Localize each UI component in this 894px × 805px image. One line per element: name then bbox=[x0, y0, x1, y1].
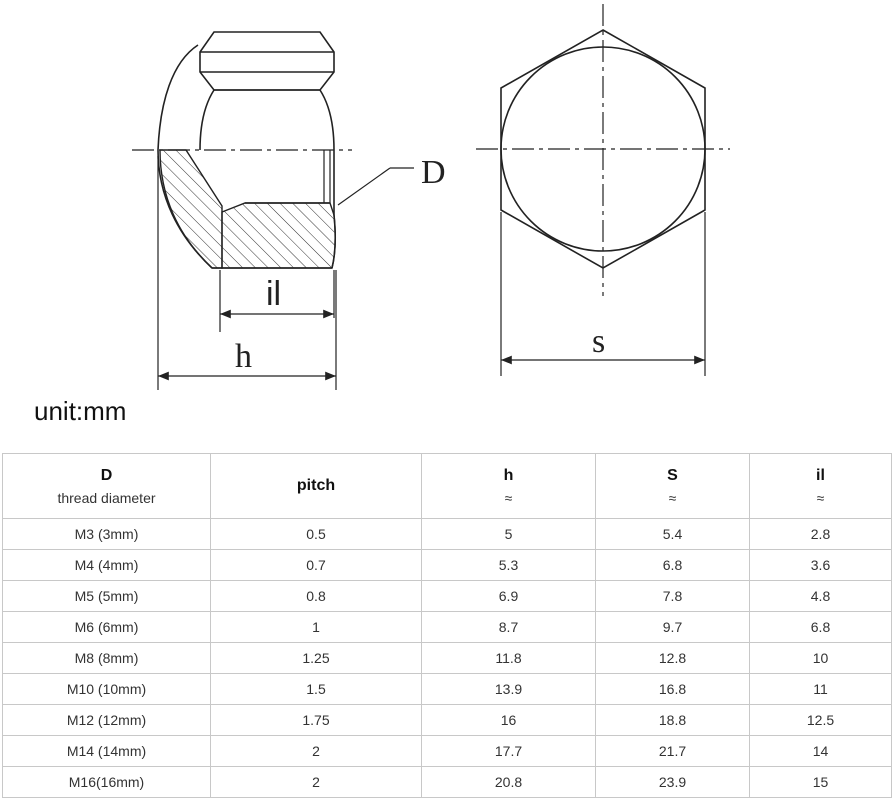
header-pitch bbox=[211, 454, 422, 519]
cell-s: 23.9 bbox=[596, 767, 750, 798]
header-s bbox=[596, 454, 750, 519]
header-d-title: D bbox=[100, 466, 113, 484]
section-hatching bbox=[160, 150, 335, 268]
header-pitch-title: pitch bbox=[296, 477, 336, 494]
cell-il: 12.5 bbox=[750, 705, 892, 736]
table-row bbox=[3, 674, 892, 705]
cell-h: 17.7 bbox=[422, 736, 596, 767]
table-row bbox=[3, 612, 892, 643]
cap-nut-technical-drawing bbox=[0, 0, 894, 400]
header-h-title: h bbox=[503, 466, 514, 484]
cell-il: 4.8 bbox=[750, 581, 892, 612]
hex-centerlines bbox=[476, 4, 730, 296]
cell-pitch: 2 bbox=[211, 767, 422, 798]
table-header bbox=[3, 454, 892, 519]
cell-h: 16 bbox=[422, 705, 596, 736]
cell-pitch: 0.5 bbox=[211, 519, 422, 550]
cell-s: 21.7 bbox=[596, 736, 750, 767]
table-row bbox=[3, 581, 892, 612]
width-label: s bbox=[592, 323, 606, 360]
cell-s: 7.8 bbox=[596, 581, 750, 612]
cell-h: 5.3 bbox=[422, 550, 596, 581]
cell-d: M8 (8mm) bbox=[3, 643, 211, 674]
table-row bbox=[3, 643, 892, 674]
header-h bbox=[422, 454, 596, 519]
cell-d: M14 (14mm) bbox=[3, 736, 211, 767]
cell-h: 8.7 bbox=[422, 612, 596, 643]
cell-il: 6.8 bbox=[750, 612, 892, 643]
thread-leader bbox=[338, 168, 414, 205]
header-s-approx: ≈ bbox=[668, 489, 677, 506]
cell-il: 3.6 bbox=[750, 550, 892, 581]
cell-pitch: 0.8 bbox=[211, 581, 422, 612]
cell-pitch: 1.25 bbox=[211, 643, 422, 674]
cell-pitch: 1.5 bbox=[211, 674, 422, 705]
cell-h: 13.9 bbox=[422, 674, 596, 705]
header-d bbox=[3, 454, 211, 519]
height-label: h bbox=[235, 338, 252, 375]
cell-pitch: 1 bbox=[211, 612, 422, 643]
header-h-approx: ≈ bbox=[504, 489, 513, 506]
cell-il: 10 bbox=[750, 643, 892, 674]
header-s-title: S bbox=[667, 466, 678, 484]
cell-d: M3 (3mm) bbox=[3, 519, 211, 550]
cell-il: 11 bbox=[750, 674, 892, 705]
cell-s: 18.8 bbox=[596, 705, 750, 736]
cell-d: M5 (5mm) bbox=[3, 581, 211, 612]
table-row bbox=[3, 550, 892, 581]
thread-diameter-label: D bbox=[421, 154, 446, 191]
cell-h: 5 bbox=[422, 519, 596, 550]
header-il-title: il bbox=[816, 466, 825, 484]
cell-il: 14 bbox=[750, 736, 892, 767]
cell-il: 2.8 bbox=[750, 519, 892, 550]
cell-s: 9.7 bbox=[596, 612, 750, 643]
cell-h: 6.9 bbox=[422, 581, 596, 612]
dimension-table bbox=[2, 453, 892, 798]
cell-s: 12.8 bbox=[596, 643, 750, 674]
cell-h: 11.8 bbox=[422, 643, 596, 674]
header-il-approx: ≈ bbox=[816, 489, 825, 506]
cell-il: 15 bbox=[750, 767, 892, 798]
table-row bbox=[3, 519, 892, 550]
table-row bbox=[3, 767, 892, 798]
unit-label: unit:mm bbox=[34, 396, 127, 426]
cell-d: M16(16mm) bbox=[3, 767, 211, 798]
cell-d: M6 (6mm) bbox=[3, 612, 211, 643]
header-il bbox=[750, 454, 892, 519]
cell-s: 16.8 bbox=[596, 674, 750, 705]
cell-d: M10 (10mm) bbox=[3, 674, 211, 705]
cell-d: M4 (4mm) bbox=[3, 550, 211, 581]
header-d-subtitle: thread diameter bbox=[57, 489, 156, 506]
cell-s: 6.8 bbox=[596, 550, 750, 581]
cell-pitch: 2 bbox=[211, 736, 422, 767]
cell-h: 20.8 bbox=[422, 767, 596, 798]
cell-d: M12 (12mm) bbox=[3, 705, 211, 736]
cell-s: 5.4 bbox=[596, 519, 750, 550]
table-row bbox=[3, 736, 892, 767]
cell-pitch: 0.7 bbox=[211, 550, 422, 581]
cell-pitch: 1.75 bbox=[211, 705, 422, 736]
inner-length-label: il bbox=[266, 275, 282, 313]
table-body bbox=[3, 519, 892, 798]
table-row bbox=[3, 705, 892, 736]
